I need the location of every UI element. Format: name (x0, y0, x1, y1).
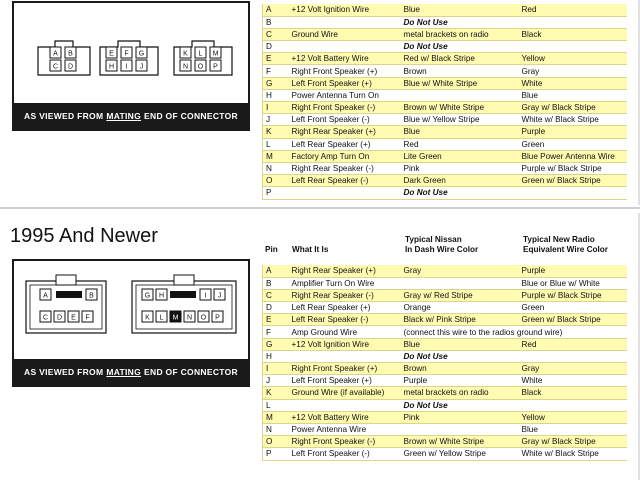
pin-label: E (71, 314, 76, 322)
pin-cell: A (263, 4, 289, 16)
what-cell: Left Front Speaker (-) (289, 114, 401, 126)
pin-label: G (138, 50, 145, 58)
nissan-color-cell: Blue (401, 4, 519, 16)
nissan-color-cell (401, 89, 519, 101)
pin-cell: N (263, 423, 289, 435)
header-nissan (405, 235, 478, 255)
pin-row-g (263, 338, 627, 350)
header-line: Equivalent Wire Color (523, 245, 608, 254)
nissan-color-cell: Pink (401, 162, 519, 174)
pin-row-a (263, 4, 627, 16)
pin-label: N (186, 314, 193, 322)
pin-cell: K (263, 126, 289, 138)
pin-row-c (263, 289, 627, 301)
pin-cell: J (263, 375, 289, 387)
pin-row-b (263, 277, 627, 289)
pin-row-o (263, 436, 627, 448)
radio-color-cell: Green (519, 138, 627, 150)
pin-cell: G (263, 338, 289, 350)
pin-row-i (263, 102, 627, 114)
pin-row-b (263, 16, 627, 28)
pin-label: M (212, 50, 219, 58)
pin-cell: M (263, 150, 289, 162)
pin-label: P (215, 314, 220, 322)
radio-color-cell: Green (519, 302, 627, 314)
pin-cell: F (263, 326, 289, 338)
pin-label: I (125, 63, 128, 71)
radio-color-cell: Yellow (519, 411, 627, 423)
radio-color-cell: Green w/ Black Stripe (519, 175, 627, 187)
nissan-color-cell: Pink (401, 411, 519, 423)
nissan-color-cell: Red w/ Black Stripe (401, 53, 519, 65)
pin-cell: O (263, 436, 289, 448)
radio-color-cell: Red (519, 4, 627, 16)
pin-label: O (200, 314, 207, 322)
radio-color-cell: Blue (519, 89, 627, 101)
pin-row-m (263, 150, 627, 162)
pin-row-e (263, 314, 627, 326)
radio-color-cell: White w/ Black Stripe (519, 114, 627, 126)
pin-table-bottom (262, 265, 627, 461)
note-cell: (connect this wire to the radios ground wire) (401, 326, 627, 338)
pin-cell: M (263, 411, 289, 423)
what-cell: Right Rear Speaker (+) (289, 265, 401, 277)
what-cell: +12 Volt Ignition Wire (289, 338, 401, 350)
pin-row-l (263, 399, 627, 411)
pin-row-n (263, 162, 627, 174)
pin-row-l (263, 138, 627, 150)
radio-cell (519, 16, 627, 28)
pin-row-p (263, 448, 627, 460)
pin-label: C (42, 314, 49, 322)
pin-label: F (124, 50, 129, 58)
pin-row-h (263, 89, 627, 101)
radio-color-cell: Purple (519, 265, 627, 277)
pin-row-k (263, 387, 627, 399)
pin-label: A (53, 50, 58, 58)
key-bar (56, 291, 82, 298)
nissan-color-cell: Blue w/ White Stripe (401, 77, 519, 89)
pin-row-j (263, 375, 627, 387)
radio-color-cell: Black (519, 387, 627, 399)
pin-label: H (108, 63, 115, 71)
pin-row-c (263, 28, 627, 40)
radio-color-cell: Purple (519, 126, 627, 138)
section-divider (0, 207, 640, 209)
nissan-color-cell: Dark Green (401, 175, 519, 187)
nissan-color-cell: Green w/ Yellow Stripe (401, 448, 519, 460)
what-cell: Left Front Speaker (+) (289, 77, 401, 89)
what-cell (289, 41, 401, 53)
what-cell (289, 399, 401, 411)
pin-cell: J (263, 114, 289, 126)
pin-cell: H (263, 350, 289, 362)
pin-label: D (56, 314, 63, 322)
pin-cell: B (263, 16, 289, 28)
pin-cell: B (263, 277, 289, 289)
what-cell: Right Rear Speaker (-) (289, 162, 401, 174)
radio-color-cell: Purple w/ Black Stripe (519, 162, 627, 174)
what-cell: +12 Volt Battery Wire (289, 53, 401, 65)
pin-label: M (172, 314, 179, 322)
pin-row-h (263, 350, 627, 362)
do-not-use-cell: Do Not Use (401, 16, 519, 28)
pin-label: C (52, 63, 59, 71)
pin-row-d (263, 302, 627, 314)
header-line: Typical Nissan (405, 235, 462, 244)
nissan-color-cell (401, 277, 519, 289)
radio-cell (519, 350, 627, 362)
pin-label: K (145, 314, 150, 322)
pin-cell: P (263, 448, 289, 460)
pin-cell: C (263, 289, 289, 301)
pin-row-a (263, 265, 627, 277)
pin-label: F (85, 314, 90, 322)
nissan-color-cell: Blue (401, 126, 519, 138)
pin-label: B (89, 292, 94, 300)
what-cell: Ground Wire (289, 28, 401, 40)
pin-label: G (144, 292, 151, 300)
what-cell: Factory Amp Turn On (289, 150, 401, 162)
caption-suffix: END OF CONNECTOR (144, 111, 238, 121)
nissan-color-cell (401, 423, 519, 435)
nissan-color-cell: Brown (401, 65, 519, 77)
pin-row-d (263, 41, 627, 53)
pin-label: P (213, 63, 218, 71)
nissan-color-cell: Gray w/ Red Stripe (401, 289, 519, 301)
pin-cell: C (263, 28, 289, 40)
nissan-color-cell: Blue (401, 338, 519, 350)
pin-cell: I (263, 363, 289, 375)
caption-prefix: AS VIEWED FROM (24, 367, 104, 377)
pin-cell: F (263, 65, 289, 77)
radio-cell (519, 41, 627, 53)
caption-prefix: AS VIEWED FROM (24, 111, 104, 121)
pin-cell: P (263, 187, 289, 199)
pin-label: L (159, 314, 164, 322)
what-cell: Power Antenna Wire (289, 423, 401, 435)
nissan-color-cell: Red (401, 138, 519, 150)
nissan-color-cell: metal brackets on radio (401, 387, 519, 399)
pin-cell: O (263, 175, 289, 187)
radio-color-cell: White (519, 77, 627, 89)
nissan-color-cell: Purple (401, 375, 519, 387)
what-cell: Left Rear Speaker (+) (289, 302, 401, 314)
what-cell (289, 350, 401, 362)
pin-cell: D (263, 41, 289, 53)
what-cell: Power Antenna Turn On (289, 89, 401, 101)
pin-row-j (263, 114, 627, 126)
header-what: What It Is (292, 245, 329, 254)
pin-label: I (204, 292, 207, 300)
pin-cell: E (263, 53, 289, 65)
pin-label: N (182, 63, 189, 71)
pin-label: E (109, 50, 114, 58)
pin-cell: D (263, 302, 289, 314)
pin-label: H (158, 292, 165, 300)
connector-drawing-bottom (14, 261, 248, 359)
what-cell: Amplifier Turn On Wire (289, 277, 401, 289)
nissan-color-cell: Orange (401, 302, 519, 314)
pin-cell: E (263, 314, 289, 326)
pin-row-m (263, 411, 627, 423)
pin-label: K (183, 50, 188, 58)
what-cell: Left Front Speaker (+) (289, 375, 401, 387)
radio-color-cell: Red (519, 338, 627, 350)
connector-housing (38, 41, 90, 75)
pin-cell: K (263, 387, 289, 399)
pin-cell: N (263, 162, 289, 174)
what-cell: +12 Volt Battery Wire (289, 411, 401, 423)
do-not-use-cell: Do Not Use (401, 350, 519, 362)
nissan-color-cell: Brown w/ White Stripe (401, 436, 519, 448)
nissan-color-cell: metal brackets on radio (401, 28, 519, 40)
pin-cell: A (263, 265, 289, 277)
what-cell: +12 Volt Ignition Wire (289, 4, 401, 16)
key-bar (170, 291, 196, 298)
radio-color-cell: Gray (519, 65, 627, 77)
pin-row-e (263, 53, 627, 65)
radio-color-cell: Yellow (519, 53, 627, 65)
radio-color-cell: Green w/ Black Stripe (519, 314, 627, 326)
what-cell: Right Front Speaker (-) (289, 436, 401, 448)
connector-diagram-top (12, 1, 250, 131)
pin-cell: L (263, 399, 289, 411)
header-line: Typical New Radio (523, 235, 595, 244)
radio-color-cell: Blue Power Antenna Wire (519, 150, 627, 162)
pin-row-o (263, 175, 627, 187)
pin-row-g (263, 77, 627, 89)
connector-latch (56, 275, 76, 285)
connector-latch (174, 275, 194, 285)
pin-row-i (263, 363, 627, 375)
radio-color-cell: Gray (519, 363, 627, 375)
what-cell: Right Front Speaker (+) (289, 363, 401, 375)
pin-row-k (263, 126, 627, 138)
section-title: 1995 And Newer (10, 225, 158, 247)
1995-newer-panel (0, 213, 640, 480)
nissan-color-cell: Blue w/ Yellow Stripe (401, 114, 519, 126)
pin-row-n (263, 423, 627, 435)
what-cell: Left Rear Speaker (-) (289, 175, 401, 187)
radio-color-cell: Blue (519, 423, 627, 435)
header-line: In Dash Wire Color (405, 245, 479, 254)
nissan-color-cell: Gray (401, 265, 519, 277)
pin-row-f (263, 65, 627, 77)
caption-suffix: END OF CONNECTOR (144, 367, 238, 377)
what-cell: Right Rear Speaker (+) (289, 126, 401, 138)
pin-table-top (262, 4, 627, 200)
header-pin: Pin (265, 245, 278, 254)
connector-caption-top (14, 103, 248, 129)
pin-label: J (139, 63, 144, 71)
do-not-use-cell: Do Not Use (401, 187, 519, 199)
pin-label: A (43, 292, 48, 300)
radio-color-cell: White (519, 375, 627, 387)
do-not-use-cell: Do Not Use (401, 41, 519, 53)
what-cell (289, 16, 401, 28)
what-cell: Left Front Speaker (-) (289, 448, 401, 460)
radio-cell (519, 187, 627, 199)
pin-label: J (217, 292, 222, 300)
what-cell: Right Front Speaker (-) (289, 102, 401, 114)
radio-color-cell: Purple w/ Black Stripe (519, 289, 627, 301)
what-cell (289, 187, 401, 199)
header-radio (523, 235, 608, 255)
radio-cell (519, 399, 627, 411)
pin-label: O (197, 63, 204, 71)
connector-caption-bottom (14, 359, 248, 385)
what-cell: Right Rear Speaker (-) (289, 289, 401, 301)
what-cell: Amp Ground Wire (289, 326, 401, 338)
radio-color-cell: Gray w/ Black Stripe (519, 436, 627, 448)
pin-cell: H (263, 89, 289, 101)
nissan-color-cell: Brown w/ White Stripe (401, 102, 519, 114)
connector-drawing-top (14, 3, 248, 103)
what-cell: Left Rear Speaker (-) (289, 314, 401, 326)
nissan-color-cell: Brown (401, 363, 519, 375)
do-not-use-cell: Do Not Use (401, 399, 519, 411)
nissan-color-cell: Black w/ Pink Stripe (401, 314, 519, 326)
caption-underlined: MATING (106, 367, 142, 377)
pin-cell: G (263, 77, 289, 89)
pin-row-f (263, 326, 627, 338)
pin-label: B (68, 50, 73, 58)
pin-row-p (263, 187, 627, 199)
what-cell: Left Rear Speaker (+) (289, 138, 401, 150)
pin-label: L (198, 50, 203, 58)
radio-color-cell: White w/ Black Stripe (519, 448, 627, 460)
what-cell: Ground Wire (if available) (289, 387, 401, 399)
caption-underlined: MATING (106, 111, 142, 121)
radio-color-cell: Black (519, 28, 627, 40)
radio-color-cell: Gray w/ Black Stripe (519, 102, 627, 114)
connector-diagram-bottom (12, 259, 250, 387)
pin-label: D (67, 63, 74, 71)
radio-color-cell: Blue or Blue w/ White (519, 277, 627, 289)
pre-1995-panel (0, 0, 640, 205)
what-cell: Right Front Speaker (+) (289, 65, 401, 77)
pin-cell: I (263, 102, 289, 114)
nissan-color-cell: Lite Green (401, 150, 519, 162)
pin-cell: L (263, 138, 289, 150)
